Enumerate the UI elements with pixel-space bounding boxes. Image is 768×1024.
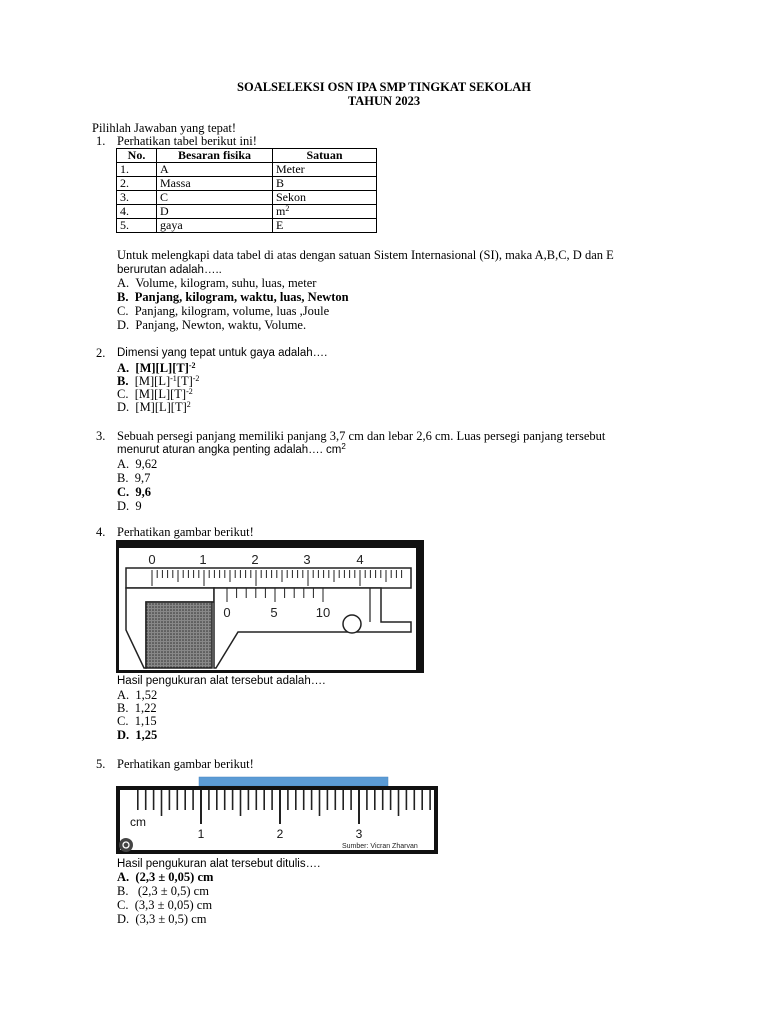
table-row: [117, 205, 377, 219]
option-letter: B.: [117, 471, 129, 485]
option-text: (2,3 ± 0,5) cm: [134, 884, 209, 898]
main-scale-label: 4: [356, 552, 364, 567]
main-scale-label: 3: [303, 552, 311, 567]
q5-prompt: Perhatikan gambar berikut!: [117, 757, 254, 771]
option-text: 9,7: [134, 471, 151, 485]
q2-option-c: [117, 387, 193, 401]
lens-icon: [119, 838, 133, 852]
table-cell: Massa: [157, 177, 273, 191]
option-text: Panjang, kilogram, waktu, luas, Newton: [134, 290, 349, 304]
table-cell: 1.: [117, 163, 157, 177]
option-text: (3,3 ± 0,05) cm: [134, 898, 213, 912]
table-cell: Meter: [273, 163, 377, 177]
option-text: (3,3 ± 0,5) cm: [135, 912, 207, 926]
option-text: 1,25: [135, 728, 158, 742]
option-letter: B.: [117, 884, 129, 898]
ruler-scale-label: 2: [276, 827, 284, 841]
option-letter: A.: [117, 688, 130, 702]
option-text: 1,52: [135, 688, 158, 702]
table-cell: [273, 205, 377, 219]
q1-option-c: [117, 304, 329, 318]
q2-option-b: [117, 374, 199, 388]
q5-option-a: [117, 870, 213, 884]
option-letter: B.: [117, 374, 129, 388]
option-text: [M][L]: [134, 374, 171, 388]
q1-number: 1.: [96, 134, 106, 148]
title-line-1: SOALSELEKSI OSN IPA SMP TINGKAT SEKOLAH: [237, 80, 531, 94]
table-cell: 4.: [117, 205, 157, 219]
title-line-2: TAHUN 2023: [347, 94, 421, 108]
table-cell: Sekon: [273, 191, 377, 205]
option-text: [M][L][T]: [135, 361, 189, 375]
table-cell: D: [157, 205, 273, 219]
ruler-scale-label: 3: [355, 827, 363, 841]
document-title: [0, 80, 768, 108]
option-text: Panjang, Newton, waktu, Volume.: [135, 318, 307, 332]
measured-blue-bar: [199, 777, 388, 786]
option-exponent: -2: [188, 361, 196, 370]
q5-option-c: [117, 898, 212, 912]
q4-option-c: [117, 714, 157, 728]
table-header-row: [117, 149, 377, 163]
q1-option-d: [117, 318, 306, 332]
q1-option-a: [117, 276, 316, 290]
option-letter: C.: [117, 898, 129, 912]
q4-option-b: [117, 701, 157, 715]
table-row: [117, 191, 377, 205]
q3-option-a: [117, 457, 157, 471]
q3-prompt-line-1: Sebuah persegi panjang memiliki panjang 3,7 cm dan lebar 2,6 cm. Luas persegi panjang tersebut: [117, 429, 606, 443]
q3-number: 3.: [96, 429, 106, 443]
main-scale-label: 1: [199, 552, 207, 567]
option-exponent: -2: [186, 387, 193, 396]
option-letter: A.: [117, 870, 130, 884]
option-letter: D.: [117, 912, 130, 926]
ruler-figure: [116, 775, 440, 857]
option-letter: A.: [117, 457, 130, 471]
q2-option-a: [117, 361, 196, 375]
measured-object: [146, 602, 212, 668]
option-exponent: -2: [192, 374, 200, 383]
option-letter: C.: [117, 714, 129, 728]
option-letter: D.: [117, 400, 130, 414]
option-text: 9,62: [135, 457, 158, 471]
q2-number: 2.: [96, 346, 106, 360]
option-text: Volume, kilogram, suhu, luas, meter: [135, 276, 317, 290]
option-exponent: 2: [186, 400, 191, 409]
option-text: 9: [135, 499, 142, 513]
unit-exponent: 2: [285, 204, 290, 213]
option-text: 1,22: [134, 701, 157, 715]
option-text: [M][L][T]: [135, 400, 187, 414]
q1-option-b: [117, 290, 349, 304]
q3-prompt-line-2: [117, 443, 346, 457]
vernier-scale-label: 10: [315, 605, 331, 620]
option-letter: A.: [117, 276, 130, 290]
q2-option-d: [117, 400, 191, 414]
q4-option-a: [117, 688, 157, 702]
q1-table: [116, 148, 377, 233]
table-cell: A: [157, 163, 273, 177]
table-cell: C: [157, 191, 273, 205]
table-header-cell: Satuan: [273, 149, 377, 163]
vernier-scale-label: 5: [270, 605, 278, 620]
option-text: 9,6: [135, 485, 152, 499]
option-text: [M][L][T]: [134, 387, 187, 401]
table-row: [117, 163, 377, 177]
q1-prompt: Perhatikan tabel berikut ini!: [117, 134, 257, 148]
thumb-screw: [343, 615, 361, 633]
q5-option-d: [117, 912, 207, 926]
option-letter: A.: [117, 361, 130, 375]
table-header-cell: Besaran fisika: [157, 149, 273, 163]
option-text: Panjang, kilogram, volume, luas ,Joule: [134, 304, 330, 318]
table-row: [117, 219, 377, 233]
main-beam: [126, 568, 411, 588]
option-text: (2,3 ± 0,05) cm: [135, 870, 214, 884]
q3-option-c: [117, 485, 151, 499]
table-cell: 3.: [117, 191, 157, 205]
q4-option-d: [117, 728, 157, 742]
ruler-scale-label: 1: [197, 827, 205, 841]
q3-prompt-text: menurut aturan angka penting adalah…. cm: [117, 444, 342, 456]
option-letter: D.: [117, 499, 130, 513]
main-scale-label: 0: [148, 552, 156, 567]
q2-prompt: Dimensi yang tepat untuk gaya adalah….: [117, 347, 328, 359]
option-text: 1,15: [134, 714, 157, 728]
main-scale-label: 2: [251, 552, 259, 567]
instruction: Pilihlah Jawaban yang tepat!: [92, 121, 237, 135]
q5-number: 5.: [96, 757, 106, 771]
q4-number: 4.: [96, 525, 106, 539]
vernier-caliper-figure: [116, 540, 424, 673]
table-cell: E: [273, 219, 377, 233]
table-cell: 2.: [117, 177, 157, 191]
q4-question: Hasil pengukuran alat tersebut adalah….: [117, 675, 326, 687]
q1-text-line-2: berurutan adalah…..: [117, 264, 222, 276]
option-letter: D.: [117, 318, 130, 332]
q3-option-d: [117, 499, 142, 513]
unit-base: m: [276, 204, 286, 218]
ruler-unit-label: cm: [130, 815, 146, 829]
q1-text-line-1: Untuk melengkapi data tabel di atas dengan satuan Sistem Internasional (SI), maka A,B,C, D dan E: [117, 248, 614, 262]
vernier-scale-label: 0: [223, 605, 231, 620]
q4-prompt: Perhatikan gambar berikut!: [117, 525, 254, 539]
table-cell: 5.: [117, 219, 157, 233]
ruler-source-credit: Sumber: Vicran Zharvan: [342, 843, 418, 850]
q3-option-b: [117, 471, 150, 485]
option-letter: D.: [117, 728, 130, 742]
q5-question: Hasil pengukuran alat tersebut ditulis….: [117, 858, 321, 870]
option-letter: C.: [117, 485, 130, 499]
option-letter: C.: [117, 387, 129, 401]
table-cell: B: [273, 177, 377, 191]
option-text: [T]: [176, 374, 193, 388]
q3-prompt-exponent: 2: [341, 442, 346, 451]
table-row: [117, 177, 377, 191]
q5-option-b: [117, 884, 209, 898]
table-cell: gaya: [157, 219, 273, 233]
option-letter: B.: [117, 701, 129, 715]
option-letter: C.: [117, 304, 129, 318]
option-exponent: -1: [170, 374, 177, 383]
table-header-cell: No.: [117, 149, 157, 163]
option-letter: B.: [117, 290, 129, 304]
